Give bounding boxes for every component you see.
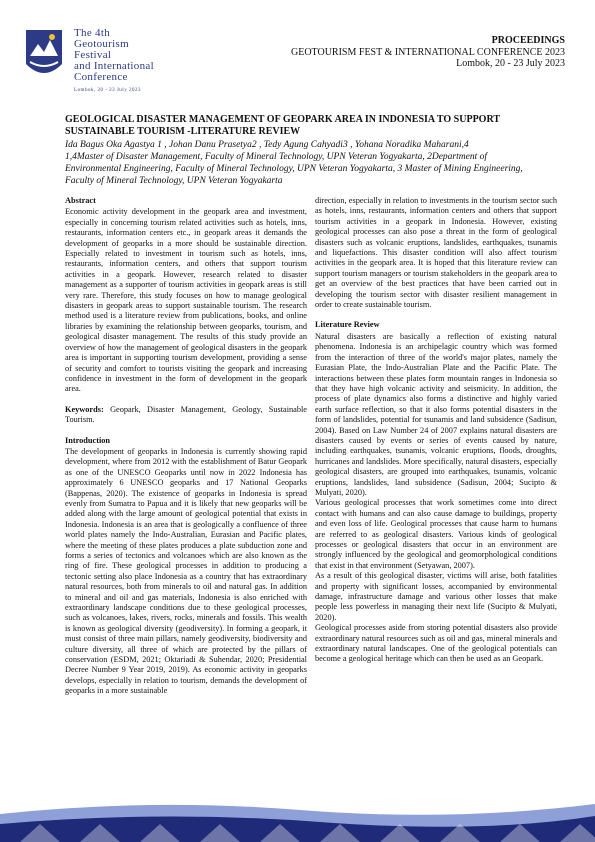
proceedings-label: PROCEEDINGS	[491, 35, 565, 46]
logo-line-1: The 4th	[74, 27, 111, 39]
literature-paragraph-1: Natural disasters are basically a reflection of existing natural phenomena. Indonesia is an archipelagic country which was formed from the interaction of three of the world's major plates, namely the Eurasian Plate, the Indo-Australian Plate and the Pacific Plate. The interactions between these plates form mountain ranges in Indonesia so that they have high volcanic activity and seismicity. In addition, the process of plate dynamics also forms a distinctive and highly varied earth surface reflection, so that it also forms potential disasters in the form of landslides, potential for tsunamis and land subsidence (Sadisun, 2004). Based on Law Number 24 of 2007 explains natural disasters are disasters caused by events or series of events caused by nature, including earthquakes, tsunamis, volcanic eruptions, floods, droughts, hurricanes and landslides. More specifically, natural disasters, especially geological disasters, are grouped into earthquakes, tsunamis, volcanic eruptions, landslides, land subsidence (Sadisun, 2004; Sucipto & Mulyati, 2020).	[315, 331, 557, 497]
literature-review-heading: Literature Review	[315, 320, 380, 330]
footer-wave-band	[0, 794, 595, 842]
keywords-text: Geopark, Disaster Management, Geology, Sustainable Tourism.	[65, 404, 307, 425]
author-affiliations: 1,4Master of Disaster Management, Faculty of Mineral Technology, UPN Veteran Yogyakarta, 2Department of Environmental Engineering, Faculty of Mineral Technology, UPN Veteran Yogyakarta, 3 Master of Mining Engineering, Faculty of Mineral Technology, UPN Veteran Yogyakarta	[65, 152, 523, 186]
literature-paragraph-2: Various geological processes that work sometimes come into direct contact with humans and can also cause damage to buildings, property and even loss of life. Geological processes that cause harm to humans are referred to as geological disasters. Various kinds of geological processes or geological disasters that occur in an environment are strongly influenced by the geological and geomorphological conditions that exist in that environment (Setyawan, 2007).	[315, 498, 557, 570]
keywords	[65, 405, 307, 426]
conference-name: GEOTOURISM FEST & INTERNATIONAL CONFERENCE 2023	[291, 46, 565, 58]
logo-line-2: Geotourism Festival	[74, 38, 129, 61]
abstract-heading: Abstract	[65, 196, 96, 205]
logo-line-5: Lombok, 20 - 23 July 2023	[74, 88, 141, 93]
logo-line-4: Conference	[74, 71, 128, 83]
conference-logo	[22, 22, 162, 92]
conference-place-date: Lombok, 20 - 23 July 2023	[456, 58, 565, 69]
right-column	[315, 196, 557, 665]
abstract-text: Economic activity development in the geopark area and investment, especially in concerning tourism related activities such as hotels, inns, restaurants, information centers etc., in geopark areas it demands the development of geoparks in a more should be sustainable direction. Especially related to investment in tourism such as hotels, inns, restaurants, information centers, and others that support tourism activities in a geopark. However, research related to disaster management as a supporter of tourism activities in geopark areas is still very rare. Therefore, this study focuses on how to manage geological disasters in geopark areas to support sustainable tourism. The research method used is a literature review from publications, books, and online libraries by examining the relationship between geoparks, tourism, and geological disaster management. The results of this study provide an overview of how the management of geological disasters in the geopark area is important in supporting tourism development, providing a sense of security and comfort to tourists visiting the geopark and increasing confidence in investment in the form of development in the geopark area.	[65, 207, 307, 394]
literature-paragraph-4: Geological processes aside from storing potential disasters also provide extraordinary natural resources such as oil and gas, mineral minerals and extraordinary natural landscapes. One of the geological potentials can become a geological heritage which can then be used as an Geopark.	[315, 623, 557, 664]
logo-wordmark	[74, 28, 162, 96]
proceedings-header	[291, 35, 565, 70]
geotourism-emblem-icon	[22, 26, 66, 82]
introduction-continued: direction, especially in relation to investments in the tourism sector such as hotels, inns, restaurants, information centers and others that support tourism activities in a geopark in Indonesia. However, existing geological processes can also pose a threat in the form of geological disasters such as volcanic eruptions, landslides, earthquakes, tsunamis and liquefactions. This disaster condition will also affect tourism activities in the geopark area. It is hoped that this literature review can support tourism managers or tourism stakeholders in the geopark area to get an overview of the best practices that have been carried out in developing the tourism sector with disaster resilient management in order to create sustainable tourism.	[315, 196, 557, 310]
introduction-text: The development of geoparks in Indonesia is currently showing rapid development, where from 2012 with the establishment of Batur Geopark as one of the UNESCO Geoparks until now in 2022 Indonesia has approximately 6 UNESCO geoparks and 17 National Geoparks (Bappenas, 2020). The existence of geoparks in Indonesia is spread evenly from Sumatra to Papua and it is likely that new geoparks will be added along with the large amount of geological potential that exists in Indonesia. Indonesia is an area that is geologically a confluence of three world plates namely the Indo-Australian, Eurasian and Pacific plates, where the meeting of these plates produces a plate subduction zone and forms a series of tectonics and volcanoes which are also known as the ring of fire. These geological processes in addition to producing a tectonic setting also place Indonesia as a country that has extraordinary natural resources, both from minerals to oil and natural gas. In addition to mineral and oil and gas materials, Indonesia is also enriched with extraordinary landscape conditions due to these geological processes, such as volcanoes, lakes, rivers, rocks, minerals and fossils. This wealth is known as geological diversity (geodiversity). In forming a geopark, it must consist of three main pillars, namely geodiversity, biodiversity and culture diversity, all three of which are protected by the pillars of conservation (ESDM, 2021; Oktariadi & Suhendar, 2020; Presidential Decree Number 9 Year 2019, 2019). As economic activity in geoparks develops, especially in relation to tourism, demands the development of geoparks in a more sustainable	[65, 446, 307, 696]
author-block	[65, 139, 535, 187]
author-list: Ida Bagus Oka Agastya 1 , Johan Danu Prasetya2 , Tedy Agung Cahyadi3 , Yohana Noradika Maharani,4	[65, 140, 469, 150]
logo-line-3: and International	[74, 60, 154, 72]
literature-paragraph-3: As a result of this geological disaster, victims will arise, both fatalities and property with significant losses, accompanied by environmental damage, infrastructure damage and various other losses that make people less powerless in managing their next life (Sucipto & Mulyati, 2020).	[315, 571, 557, 622]
introduction-heading: Introduction	[65, 435, 111, 445]
paper-title: GEOLOGICAL DISASTER MANAGEMENT OF GEOPARK AREA IN INDONESIA TO SUPPORT SUSTAINABLE TOURISM -LITERATURE REVIEW	[65, 114, 500, 137]
keywords-label: Keywords:	[65, 404, 104, 414]
left-column	[65, 196, 307, 697]
